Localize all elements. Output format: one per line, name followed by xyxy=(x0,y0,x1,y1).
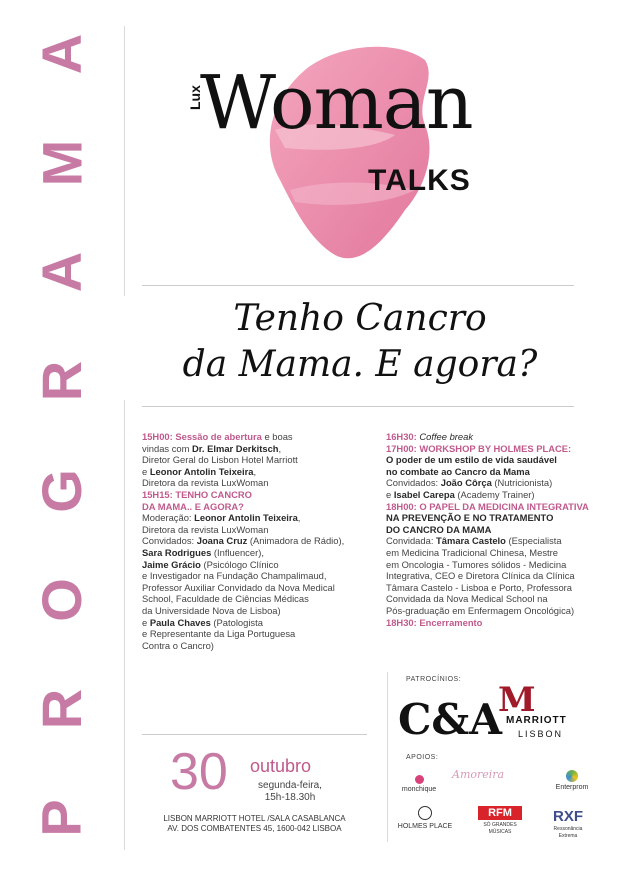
program-time-title: 15H00: xyxy=(142,431,173,442)
programa-letter: R xyxy=(29,361,93,402)
program-line xyxy=(142,547,367,559)
program-line xyxy=(142,489,367,501)
program-line xyxy=(386,443,608,455)
program-line xyxy=(386,535,608,547)
logo-lux: Lux xyxy=(187,85,203,110)
script-logo: Amoreira xyxy=(452,768,505,781)
program-text: Convidada: xyxy=(386,535,437,547)
program-text: Diretor Geral do Lisbon Hotel Marriott xyxy=(142,454,298,466)
program-text: Diretora da revista LuxWoman xyxy=(142,523,269,535)
program-left-column xyxy=(142,431,367,651)
program-right-column xyxy=(386,431,608,628)
program-line xyxy=(386,605,608,617)
event-venue xyxy=(142,814,367,834)
holmes-icon xyxy=(418,806,432,820)
program-name: Isabel Carepa xyxy=(393,488,455,500)
marriott-city: LISBON xyxy=(518,729,564,739)
program-text: Convidados: xyxy=(142,535,197,547)
headline-line: Tenho Cancro xyxy=(233,298,487,339)
program-name: Tâmara Castelo xyxy=(436,535,506,547)
program-name: Dr. Elmar Derkitsch xyxy=(192,442,279,454)
program-name: DO CANCRO DA MAMA xyxy=(386,523,492,535)
supporters-label: APOIOS: xyxy=(406,754,439,761)
program-line xyxy=(142,617,367,629)
monchique-icon xyxy=(415,775,424,784)
program-line xyxy=(386,524,608,536)
program-time-title: 15H15: xyxy=(142,488,173,500)
program-line xyxy=(142,466,367,478)
enterprom-logo xyxy=(548,770,596,791)
program-line xyxy=(142,535,367,547)
program-time-title: TENHO CANCRO xyxy=(175,488,252,500)
program-text: e xyxy=(142,616,150,628)
program-line xyxy=(142,640,367,652)
program-line xyxy=(386,570,608,582)
program-line xyxy=(386,454,608,466)
venue-line: LISBON MARRIOTT HOTEL /SALA CASABLANCA xyxy=(163,814,346,823)
monchique-name: monchique xyxy=(401,786,437,793)
program-line xyxy=(142,570,367,582)
program-text: , xyxy=(278,442,282,454)
ca-logo: C&A xyxy=(398,695,502,744)
program-line xyxy=(142,431,367,443)
program-line xyxy=(142,605,367,617)
program-time-title: 18H30: xyxy=(386,616,417,628)
program-text: , xyxy=(297,512,301,524)
program-text: School, Faculdade de Ciências Médicas xyxy=(142,593,309,605)
programa-letter: O xyxy=(30,577,93,622)
program-line xyxy=(142,477,367,489)
programa-letter: M xyxy=(30,139,93,187)
programa-letter: P xyxy=(29,799,93,837)
program-text: e xyxy=(386,488,394,500)
logo-talks: TALKS xyxy=(368,164,471,197)
program-name: Paula Chaves xyxy=(149,616,211,628)
program-line xyxy=(386,559,608,571)
program-text: e boas xyxy=(261,431,293,442)
programa-letter: A xyxy=(29,252,93,293)
program-name: Jaime Grácio xyxy=(142,558,201,570)
program-text: Convidada da Nova Medical School na xyxy=(386,593,548,605)
event-weekday: segunda-feira, xyxy=(258,780,322,791)
program-line xyxy=(142,559,367,571)
holmes-place-logo xyxy=(396,806,454,830)
program-line xyxy=(142,582,367,594)
program-time-title: 17H00: xyxy=(386,442,417,454)
program-text: da Universidade Nova de Lisboa) xyxy=(142,604,281,616)
program-text: , xyxy=(253,465,257,477)
program-text: (Nutricionista) xyxy=(491,477,553,489)
divider-horizontal xyxy=(142,406,574,407)
divider-vertical xyxy=(124,400,125,850)
program-line xyxy=(386,512,608,524)
programa-vertical-title xyxy=(22,26,102,846)
marriott-name: MARRIOTT xyxy=(506,715,567,726)
event-hours: 15h-18.30h xyxy=(264,792,316,803)
marriott-mark: M xyxy=(498,680,536,720)
program-line xyxy=(386,431,608,443)
program-line xyxy=(386,489,608,501)
program-text: Tâmara Castelo - Lisboa e Porto, Professora xyxy=(386,581,573,593)
program-text: (Influencer), xyxy=(211,546,264,558)
program-text: Integrativa, CEO e Diretora Clínica da Clínica xyxy=(386,570,575,582)
program-line xyxy=(142,628,367,640)
program-line xyxy=(386,617,608,629)
program-line xyxy=(142,524,367,536)
logo-woman: Woman xyxy=(200,60,473,146)
program-text: em Medicina Tradicional Chinesa, Mestre xyxy=(386,546,558,558)
program-text: (Especialista xyxy=(505,535,562,547)
headline-line: da Mama. E agora? xyxy=(182,344,538,385)
venue-line: AV. DOS COMBATENTES 45, 1600-042 LISBOA xyxy=(167,824,342,833)
divider-vertical xyxy=(124,26,125,296)
event-month: outubro xyxy=(250,756,312,776)
program-time-title: Sessão de abertura xyxy=(175,431,262,442)
program-name: O poder de um estilo de vida saudável xyxy=(386,454,557,466)
event-day: 30 xyxy=(170,743,228,801)
divider-horizontal xyxy=(142,734,367,735)
program-line xyxy=(142,443,367,455)
program-name: no combate ao Cancro da Mama xyxy=(386,465,530,477)
program-line xyxy=(142,501,367,513)
program-text: e xyxy=(142,465,150,477)
program-text: Moderação: xyxy=(142,512,195,524)
program-line xyxy=(142,454,367,466)
program-text: e Representante da Liga Portuguesa xyxy=(142,628,296,640)
program-text: e Investigador na Fundação Champalimaud, xyxy=(142,570,327,582)
holmes-name: HOLMES PLACE xyxy=(397,823,453,830)
divider-horizontal xyxy=(142,285,574,286)
program-line xyxy=(386,582,608,594)
rxf-logo xyxy=(548,808,588,839)
program-line xyxy=(386,466,608,478)
rxf-sub: Ressonância Extrema xyxy=(553,826,583,839)
divider-vertical xyxy=(387,672,388,842)
program-time-title: WORKSHOP BY HOLMES PLACE: xyxy=(419,442,572,454)
program-name: Leonor Antolin Teixeira xyxy=(194,512,298,524)
programa-letter: G xyxy=(30,468,93,513)
program-line xyxy=(386,501,608,513)
program-text: Contra o Cancro) xyxy=(142,639,214,651)
program-line xyxy=(386,593,608,605)
program-line xyxy=(142,512,367,524)
programa-letter: R xyxy=(29,688,93,730)
program-text: Convidados: xyxy=(386,477,441,489)
program-time-title: Encerramento xyxy=(419,616,483,628)
program-text: Diretora da revista LuxWoman xyxy=(142,477,269,489)
program-name: Joana Cruz xyxy=(196,535,248,547)
programa-letter: A xyxy=(29,33,93,75)
monchique-logo xyxy=(394,775,444,793)
program-name: Sara Rodrigues xyxy=(142,546,212,558)
program-time-title: 18H00: xyxy=(386,500,417,512)
program-text: em Oncologia - Tumores sólidos - Medicina xyxy=(386,558,567,570)
program-line xyxy=(386,547,608,559)
program-line xyxy=(142,593,367,605)
program-note: Coffee break xyxy=(419,431,474,442)
enterprom-name: Enterprom xyxy=(555,784,589,791)
program-text: vindas com xyxy=(142,442,193,454)
program-text: (Psicólogo Clínico xyxy=(200,558,279,570)
program-time-title: 16H30: xyxy=(386,431,417,442)
program-text: Pós-graduação em Enfermagem Oncológica) xyxy=(386,604,575,616)
sponsors-label: PATROCÍNIOS: xyxy=(406,676,462,683)
program-text: (Animadora de Rádio), xyxy=(247,535,345,547)
program-time-title: DA MAMA.. E AGORA? xyxy=(142,500,244,512)
program-text: Professor Auxiliar Convidado da Nova Medical xyxy=(142,581,335,593)
program-text: (Patologista xyxy=(210,616,263,628)
program-name: Leonor Antolin Teixeira xyxy=(149,465,254,477)
program-text: (Academy Trainer) xyxy=(454,488,535,500)
rxf-mark: RXF xyxy=(553,808,583,825)
rfm-logo xyxy=(478,806,522,835)
program-time-title: O PAPEL DA MEDICINA INTEGRATIVA xyxy=(419,500,589,512)
program-line xyxy=(386,477,608,489)
headline xyxy=(150,296,570,388)
rfm-mark: RFM xyxy=(478,806,522,820)
enterprom-icon xyxy=(566,770,578,782)
program-name: NA PREVENÇÃO E NO TRATAMENTO xyxy=(386,512,554,524)
rfm-sub: SÓ GRANDES MÚSICAS xyxy=(483,822,517,835)
program-name: João Côrça xyxy=(440,477,492,489)
